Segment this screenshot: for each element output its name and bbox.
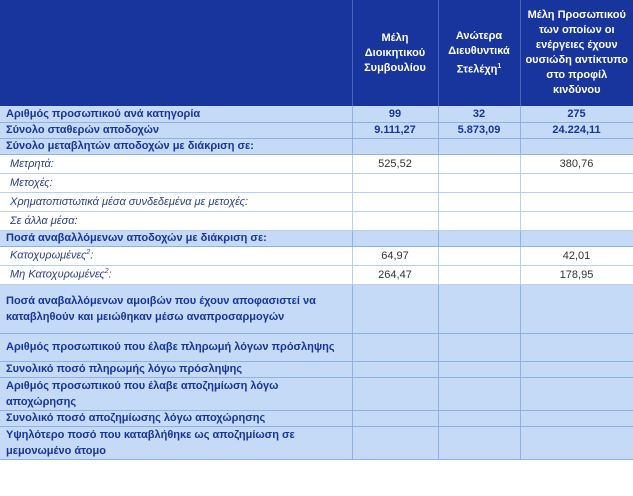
risk-staff-value: 380,76	[520, 154, 633, 173]
risk-staff-value: 24.224,11	[520, 122, 633, 138]
risk-staff-value: 275	[520, 106, 633, 122]
footnote-mark: 2	[86, 249, 91, 257]
table-row	[0, 192, 633, 211]
header-senior-executives-label: Ανώτερα Διευθυντικά Στελέχη	[448, 29, 510, 76]
table-row	[0, 361, 633, 377]
header-footnote-mark: 1	[497, 62, 502, 70]
row-label-text: Μη Κατοχυρωμένες	[10, 268, 105, 281]
risk-staff-value	[520, 377, 633, 410]
senior-executives-value: 32	[438, 106, 520, 122]
row-label	[0, 361, 352, 377]
row-label-text: Σε άλλα μέσα:	[10, 214, 78, 227]
footnote-mark: 2	[104, 268, 109, 276]
table-row	[0, 138, 633, 154]
risk-staff-value	[520, 361, 633, 377]
row-label-text: Μετοχές:	[10, 176, 53, 189]
table-row	[0, 377, 633, 410]
risk-staff-value: 178,95	[520, 265, 633, 284]
board-members-value	[352, 138, 438, 154]
board-members-value	[352, 192, 438, 211]
senior-executives-value	[438, 284, 520, 333]
risk-staff-value: 42,01	[520, 246, 633, 265]
risk-staff-value	[520, 333, 633, 361]
row-label-text: Υψηλότερο ποσό που καταβλήθηκε ως αποζημίωση σε μεμονωμένο άτομο	[6, 428, 295, 457]
senior-executives-value	[438, 173, 520, 192]
row-label-text: Σύνολο σταθερών αποδοχών	[6, 124, 160, 136]
senior-executives-value	[438, 377, 520, 410]
table-row	[0, 410, 633, 426]
table-row	[0, 333, 633, 361]
table-row	[0, 173, 633, 192]
table-row	[0, 426, 633, 459]
row-label-text: Σύνολο μεταβλητών αποδοχών με διάκριση σε:	[6, 140, 254, 152]
risk-staff-value	[520, 284, 633, 333]
senior-executives-value	[438, 265, 520, 284]
board-members-value	[352, 426, 438, 459]
row-label-suffix: :	[108, 268, 112, 281]
row-label-text: Αριθμός προσωπικού ανά κατηγορία	[6, 107, 201, 120]
table-row	[0, 154, 633, 173]
table-row	[0, 230, 633, 246]
table-row	[0, 211, 633, 230]
row-label	[0, 173, 352, 192]
header-blank-cell	[0, 0, 352, 106]
table-row	[0, 284, 633, 333]
row-label	[0, 230, 352, 246]
senior-executives-value	[438, 410, 520, 426]
row-label-text: Χρηματοπιστωτικά μέσα συνδεδεμένα με μετοχές:	[10, 195, 249, 208]
board-members-value	[352, 333, 438, 361]
risk-staff-value	[520, 138, 633, 154]
risk-staff-value	[520, 230, 633, 246]
row-label	[0, 426, 352, 459]
row-label	[0, 192, 352, 211]
senior-executives-value: 5.873,09	[438, 122, 520, 138]
row-label-text: Συνολικό ποσό αποζημίωσης λόγω αποχώρησης	[6, 412, 266, 424]
table-row	[0, 122, 633, 138]
row-label	[0, 410, 352, 426]
senior-executives-value	[438, 211, 520, 230]
board-members-value: 99	[352, 106, 438, 122]
board-members-value: 64,97	[352, 246, 438, 265]
board-members-value	[352, 361, 438, 377]
board-members-value	[352, 173, 438, 192]
row-label	[0, 333, 352, 361]
board-members-value: 525,52	[352, 154, 438, 173]
header-risk-staff	[520, 0, 633, 106]
row-label-suffix: :	[90, 249, 94, 262]
header-risk-staff-label: Μέλη Προσωπικού των οποίων οι ενέργειες έχουν ουσιώδη αντίκτυπο στο προφίλ κινδύνου	[525, 9, 629, 96]
row-label	[0, 265, 352, 284]
board-members-value	[352, 377, 438, 410]
row-label-text: Αριθμός προσωπικού που έλαβε αποζημίωση λόγω αποχώρησης	[6, 379, 279, 408]
risk-staff-value	[520, 211, 633, 230]
row-label	[0, 122, 352, 138]
row-label-text: Ποσά αναβαλλόμενων αποδοχών με διάκριση σε:	[6, 232, 267, 244]
table-header-row	[0, 0, 633, 106]
senior-executives-value	[438, 426, 520, 459]
risk-staff-value	[520, 192, 633, 211]
row-label-text: Συνολικό ποσό πληρωμής λόγω πρόσληψης	[6, 363, 243, 375]
risk-staff-value	[520, 410, 633, 426]
row-label-text: Κατοχυρωμένες	[10, 249, 87, 262]
senior-executives-value	[438, 361, 520, 377]
row-label	[0, 154, 352, 173]
board-members-value: 9.111,27	[352, 122, 438, 138]
header-senior-executives	[438, 0, 520, 106]
risk-staff-value	[520, 426, 633, 459]
table-row	[0, 246, 633, 265]
senior-executives-value	[438, 333, 520, 361]
row-label	[0, 284, 352, 333]
board-members-value	[352, 284, 438, 333]
board-members-value	[352, 410, 438, 426]
header-board-members-label: Μέλη Διοικητικού Συμβουλίου	[364, 31, 426, 74]
risk-staff-value	[520, 173, 633, 192]
board-members-value: 264,47	[352, 265, 438, 284]
senior-executives-value	[438, 230, 520, 246]
row-label	[0, 106, 352, 122]
senior-executives-value	[438, 192, 520, 211]
header-board-members	[352, 0, 438, 106]
row-label	[0, 138, 352, 154]
row-label	[0, 377, 352, 410]
table-row	[0, 106, 633, 122]
row-label-text: Αριθμός προσωπικού που έλαβε πληρωμή λόγων πρόσληψης	[6, 341, 335, 353]
row-label-text: Ποσά αναβαλλόμενων αμοιβών που έχουν αποφασιστεί να καταβληθούν και μειώθηκαν μέσω αναπροσαρμογών	[6, 294, 316, 323]
row-label-text: Μετρητά:	[10, 157, 54, 170]
row-label	[0, 211, 352, 230]
board-members-value	[352, 211, 438, 230]
table-row	[0, 265, 633, 284]
row-label	[0, 246, 352, 265]
senior-executives-value	[438, 138, 520, 154]
board-members-value	[352, 230, 438, 246]
senior-executives-value	[438, 154, 520, 173]
senior-executives-value	[438, 246, 520, 265]
